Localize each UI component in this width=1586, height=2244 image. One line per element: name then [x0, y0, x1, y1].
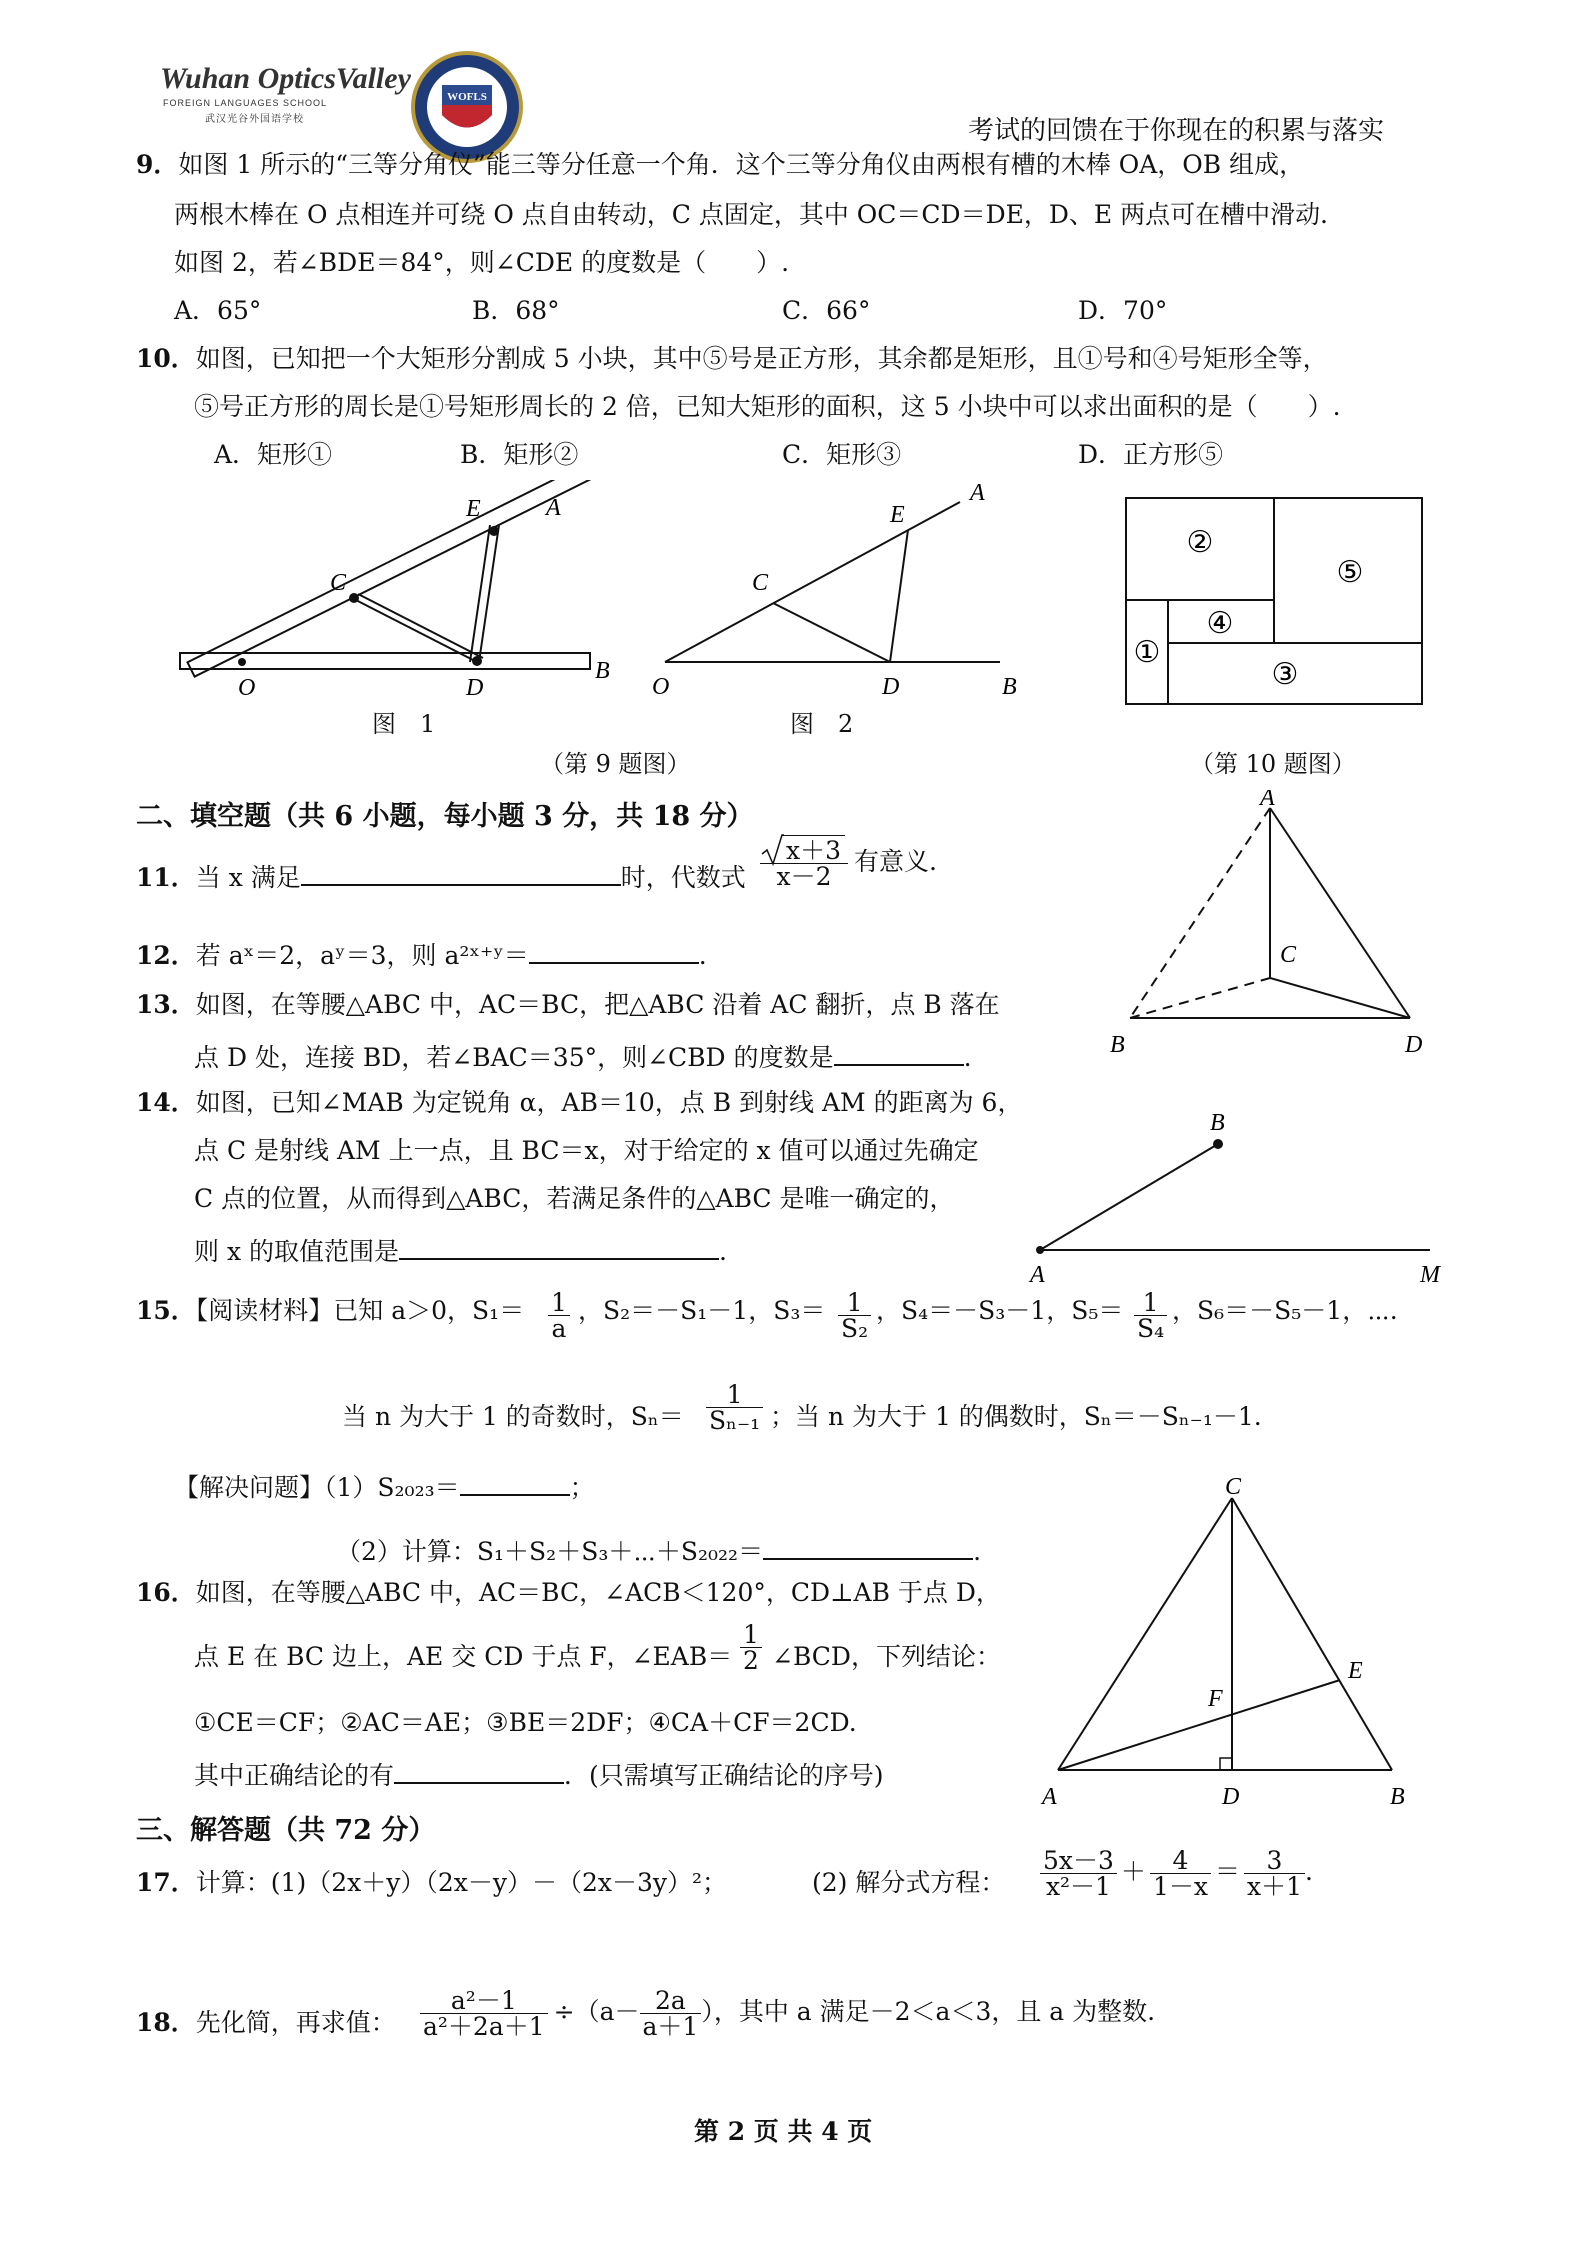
q9-number: 9． [136, 150, 179, 179]
q16-text-line3: ①CE＝CF；②AC＝AE；③BE＝2DF；④CA＋CF＝2CD. [194, 1708, 857, 1737]
fig2-label-e: E [890, 502, 905, 528]
q10-rectangle-figure [1120, 490, 1430, 710]
q13-label-b: B [1110, 1032, 1125, 1058]
q15-text-line2-a: 当 n 为大于 1 的奇数时，Sₙ＝ [342, 1402, 684, 1431]
q10-number: 10． [136, 344, 196, 373]
q18-expression: $\frac{\text{a²－1}}{\text{a²＋2a＋1}}$ ÷（a－ $\frac{2a}{a+1}$ ），其中 a 满足－2＜a＜3，且 a 为整数. [420, 1988, 1155, 2039]
q13-label-d: D [1405, 1032, 1423, 1058]
q9-text-line2: 两根木棒在 O 点相连并可绕 O 点自由转动，C 点固定，其中 OC＝CD＝DE，D、E 两点可在槽中滑动． [174, 200, 1346, 229]
q10-text-line1: 10．如图，已知把一个大矩形分割成 5 小块，其中⑤号是正方形，其余都是矩形，且①号和④号矩形全等， [136, 344, 1328, 373]
rect-label-1: ① [1133, 636, 1161, 669]
q16-label-f: F [1208, 1686, 1223, 1712]
q14-label-m: M [1420, 1262, 1440, 1288]
section-3-title: 三、解答题（共 72 分） [136, 1815, 436, 1846]
q15-frac-sn: $\frac{1}{\text{Sₙ₋₁}}$ [706, 1382, 763, 1433]
label-o: O [238, 675, 256, 701]
figure-1-trisector [170, 480, 620, 710]
point-c [349, 593, 359, 603]
label-b: B [595, 658, 610, 684]
q14-label-a: A [1030, 1262, 1045, 1288]
q17-part1: 17．计算：(1)（2x＋y）（2x－y）－（2x－3y）²； [136, 1868, 728, 1897]
fig2-label-d: D [882, 674, 900, 700]
section-2-title: 二、填空题（共 6 小题，每小题 3 分，共 18 分） [136, 801, 754, 832]
q16-answer-blank[interactable] [394, 1758, 564, 1784]
school-logo-chinese: 武汉光谷外国语学校 [205, 114, 304, 125]
rect-label-5: ⑤ [1336, 556, 1364, 589]
figure-2-caption: 图 2 [790, 710, 854, 738]
q15-frac-1: $\frac{1}{a}$ [548, 1290, 570, 1341]
q15-part2-blank[interactable] [763, 1534, 973, 1560]
q14-text-line4: 则 x 的取值范围是 . [194, 1234, 727, 1264]
fig2-label-a: A [970, 480, 985, 506]
label-a: A [546, 495, 561, 521]
q16-text-line4: 其中正确结论的有 ．(只需填写正确结论的序号) [194, 1758, 884, 1788]
q18-number: 18． [136, 2008, 196, 2037]
fig2-label-o: O [652, 674, 670, 700]
q9-text-line3: 如图 2，若∠BDE＝84°，则∠CDE 的度数是（ ）. [174, 248, 790, 277]
fig2-label-c: C [752, 570, 769, 596]
q16-number: 16． [136, 1578, 196, 1607]
q16-frac-half: $\frac{1}{2}$ [740, 1622, 762, 1673]
label-d: D [466, 675, 484, 701]
q14-text-line3: C 点的位置，从而得到△ABC，若满足条件的△ABC 是唯一确定的， [194, 1184, 955, 1213]
q12-answer-blank[interactable] [529, 938, 699, 964]
point-e [489, 526, 499, 536]
q15-frac-2: $\frac{1}{\text{S₂}}$ [838, 1290, 871, 1341]
q12-text: 12．若 aˣ＝2，aʸ＝3，则 a²ˣ⁺ʸ＝ . [136, 938, 707, 968]
rect-label-2: ② [1186, 526, 1214, 559]
q13-answer-blank[interactable] [834, 1040, 964, 1066]
q15-number: 15． [136, 1296, 196, 1325]
emblem-text: WOFLS [447, 91, 487, 103]
q15-frac-3: $\frac{1}{\text{S₄}}$ [1134, 1290, 1167, 1341]
q9-option-a: A．65° [174, 296, 262, 325]
q9-option-c: C．66° [782, 296, 871, 325]
q10-option-b: B．矩形② [460, 440, 579, 469]
q11-fraction: $\frac{x+3}{x-2}$ 有意义. [760, 838, 937, 889]
school-emblem-icon [410, 50, 525, 165]
q17-part2-label: (2) 解分式方程： [812, 1868, 1006, 1897]
q15-part1: 【解决问题】（1）S₂₀₂₃＝ ； [174, 1470, 595, 1500]
q13-text-line1: 13．如图，在等腰△ABC 中，AC＝BC，把△ABC 沿着 AC 翻折，点 B 落在 [136, 990, 1000, 1019]
point-o [238, 658, 246, 666]
q16-text-line1: 16．如图，在等腰△ABC 中，AC＝BC，∠ACB＜120°，CD⊥AB 于点 D， [136, 1578, 1001, 1607]
q14-text-line1: 14．如图，已知∠MAB 为定锐角 α，AB＝10，点 B 到射线 AM 的距离为 6， [136, 1088, 1023, 1117]
q16-label-c: C [1225, 1474, 1242, 1500]
page-footer: 第 2 页 共 4 页 [694, 2117, 873, 2146]
q13-number: 13． [136, 990, 196, 1019]
q10-option-a: A．矩形① [214, 440, 333, 469]
q15-text-line1-d: ，S₆＝－S₅－1，⋯. [1172, 1296, 1398, 1325]
q13-label-a: A [1260, 790, 1275, 811]
q9-text-line1: 9．如图 1 所示的“三等分角仪”能三等分任意一个角．这个三等分角仪由两根有槽的木棒 OA，OB 组成， [136, 150, 1305, 179]
figure-2 [640, 480, 1040, 710]
label-c: C [330, 570, 347, 596]
rect-label-3: ③ [1271, 658, 1299, 691]
q15-part1-blank[interactable] [460, 1470, 570, 1496]
q14-answer-blank[interactable] [399, 1234, 719, 1260]
q13-text-line2: 点 D 处，连接 BD，若∠BAC＝35°，则∠CBD 的度数是 . [194, 1040, 972, 1070]
school-logo-text: Wuhan OpticsValley [160, 62, 411, 95]
q9-option-d: D．70° [1078, 296, 1168, 325]
q15-part2: （2）计算：S₁＋S₂＋S₃＋⋯＋S₂₀₂₂＝ . [336, 1534, 981, 1564]
motto: 考试的回馈在于你现在的积累与落实 [968, 116, 1385, 146]
q10-figure-caption: （第 10 题图） [1190, 750, 1356, 778]
q15-text-line2-b: ；当 n 为大于 1 的偶数时，Sₙ＝－Sₙ₋₁－1. [770, 1402, 1262, 1431]
q16-label-d: D [1222, 1784, 1240, 1810]
q16-label-e: E [1348, 1658, 1363, 1684]
q14-number: 14． [136, 1088, 196, 1117]
q12-number: 12． [136, 941, 196, 970]
q13-label-c: C [1280, 942, 1297, 968]
point-d [472, 656, 482, 666]
q9-figure-caption: （第 9 题图） [540, 750, 691, 778]
q11-text: 11．当 x 满足 时，代数式 [136, 860, 746, 890]
q17-number: 17． [136, 1868, 196, 1897]
q10-option-d: D．正方形⑤ [1078, 440, 1224, 469]
q14-ray-figure [1010, 1100, 1450, 1290]
q13-triangle-figure [1100, 790, 1440, 1080]
q15-text-line1-b: ，S₂＝－S₁－1，S₃＝ [578, 1296, 826, 1325]
q15-text-line1: 15．【阅读材料】已知 a＞0，S₁＝ [136, 1296, 525, 1325]
q10-option-c: C．矩形③ [782, 440, 902, 469]
q14-text-line2: 点 C 是射线 AM 上一点，且 BC＝x，对于给定的 x 值可以通过先确定 [194, 1136, 979, 1165]
rect-label-4: ④ [1206, 607, 1234, 640]
q11-answer-blank[interactable] [301, 860, 621, 886]
figure-1-caption: 图 1 [372, 710, 436, 738]
q16-label-a: A [1042, 1784, 1057, 1810]
q15-text-line1-c: ，S₄＝－S₃－1，S₅＝ [876, 1296, 1124, 1325]
q10-text-line2: ⑤号正方形的周长是①号矩形周长的 2 倍，已知大矩形的面积，这 5 小块中可以求出面积的是（ ）. [194, 392, 1341, 421]
label-e: E [466, 496, 481, 522]
q18-pre: 18．先化简，再求值： [136, 2008, 396, 2037]
q17-equation: $\frac{5x-3}{\text{x²－1}}$ ＋ $\frac{4}{1-x}$ ＝ $\frac{3}{x+1}$ . [1040, 1848, 1313, 1899]
q16-triangle-figure [1040, 1470, 1440, 1810]
q16-text-line2-a: 点 E 在 BC 边上，AE 交 CD 于点 F，∠EAB＝ [194, 1642, 733, 1671]
q9-option-b: B．68° [472, 296, 560, 325]
q14-label-b: B [1210, 1110, 1225, 1136]
school-logo-subtitle: FOREIGN LANGUAGES SCHOOL [163, 98, 328, 108]
fig2-label-b: B [1002, 674, 1017, 700]
q16-text-line2-b: ∠BCD，下列结论： [772, 1642, 1001, 1671]
q16-label-b: B [1390, 1784, 1405, 1810]
q11-number: 11． [136, 863, 196, 892]
